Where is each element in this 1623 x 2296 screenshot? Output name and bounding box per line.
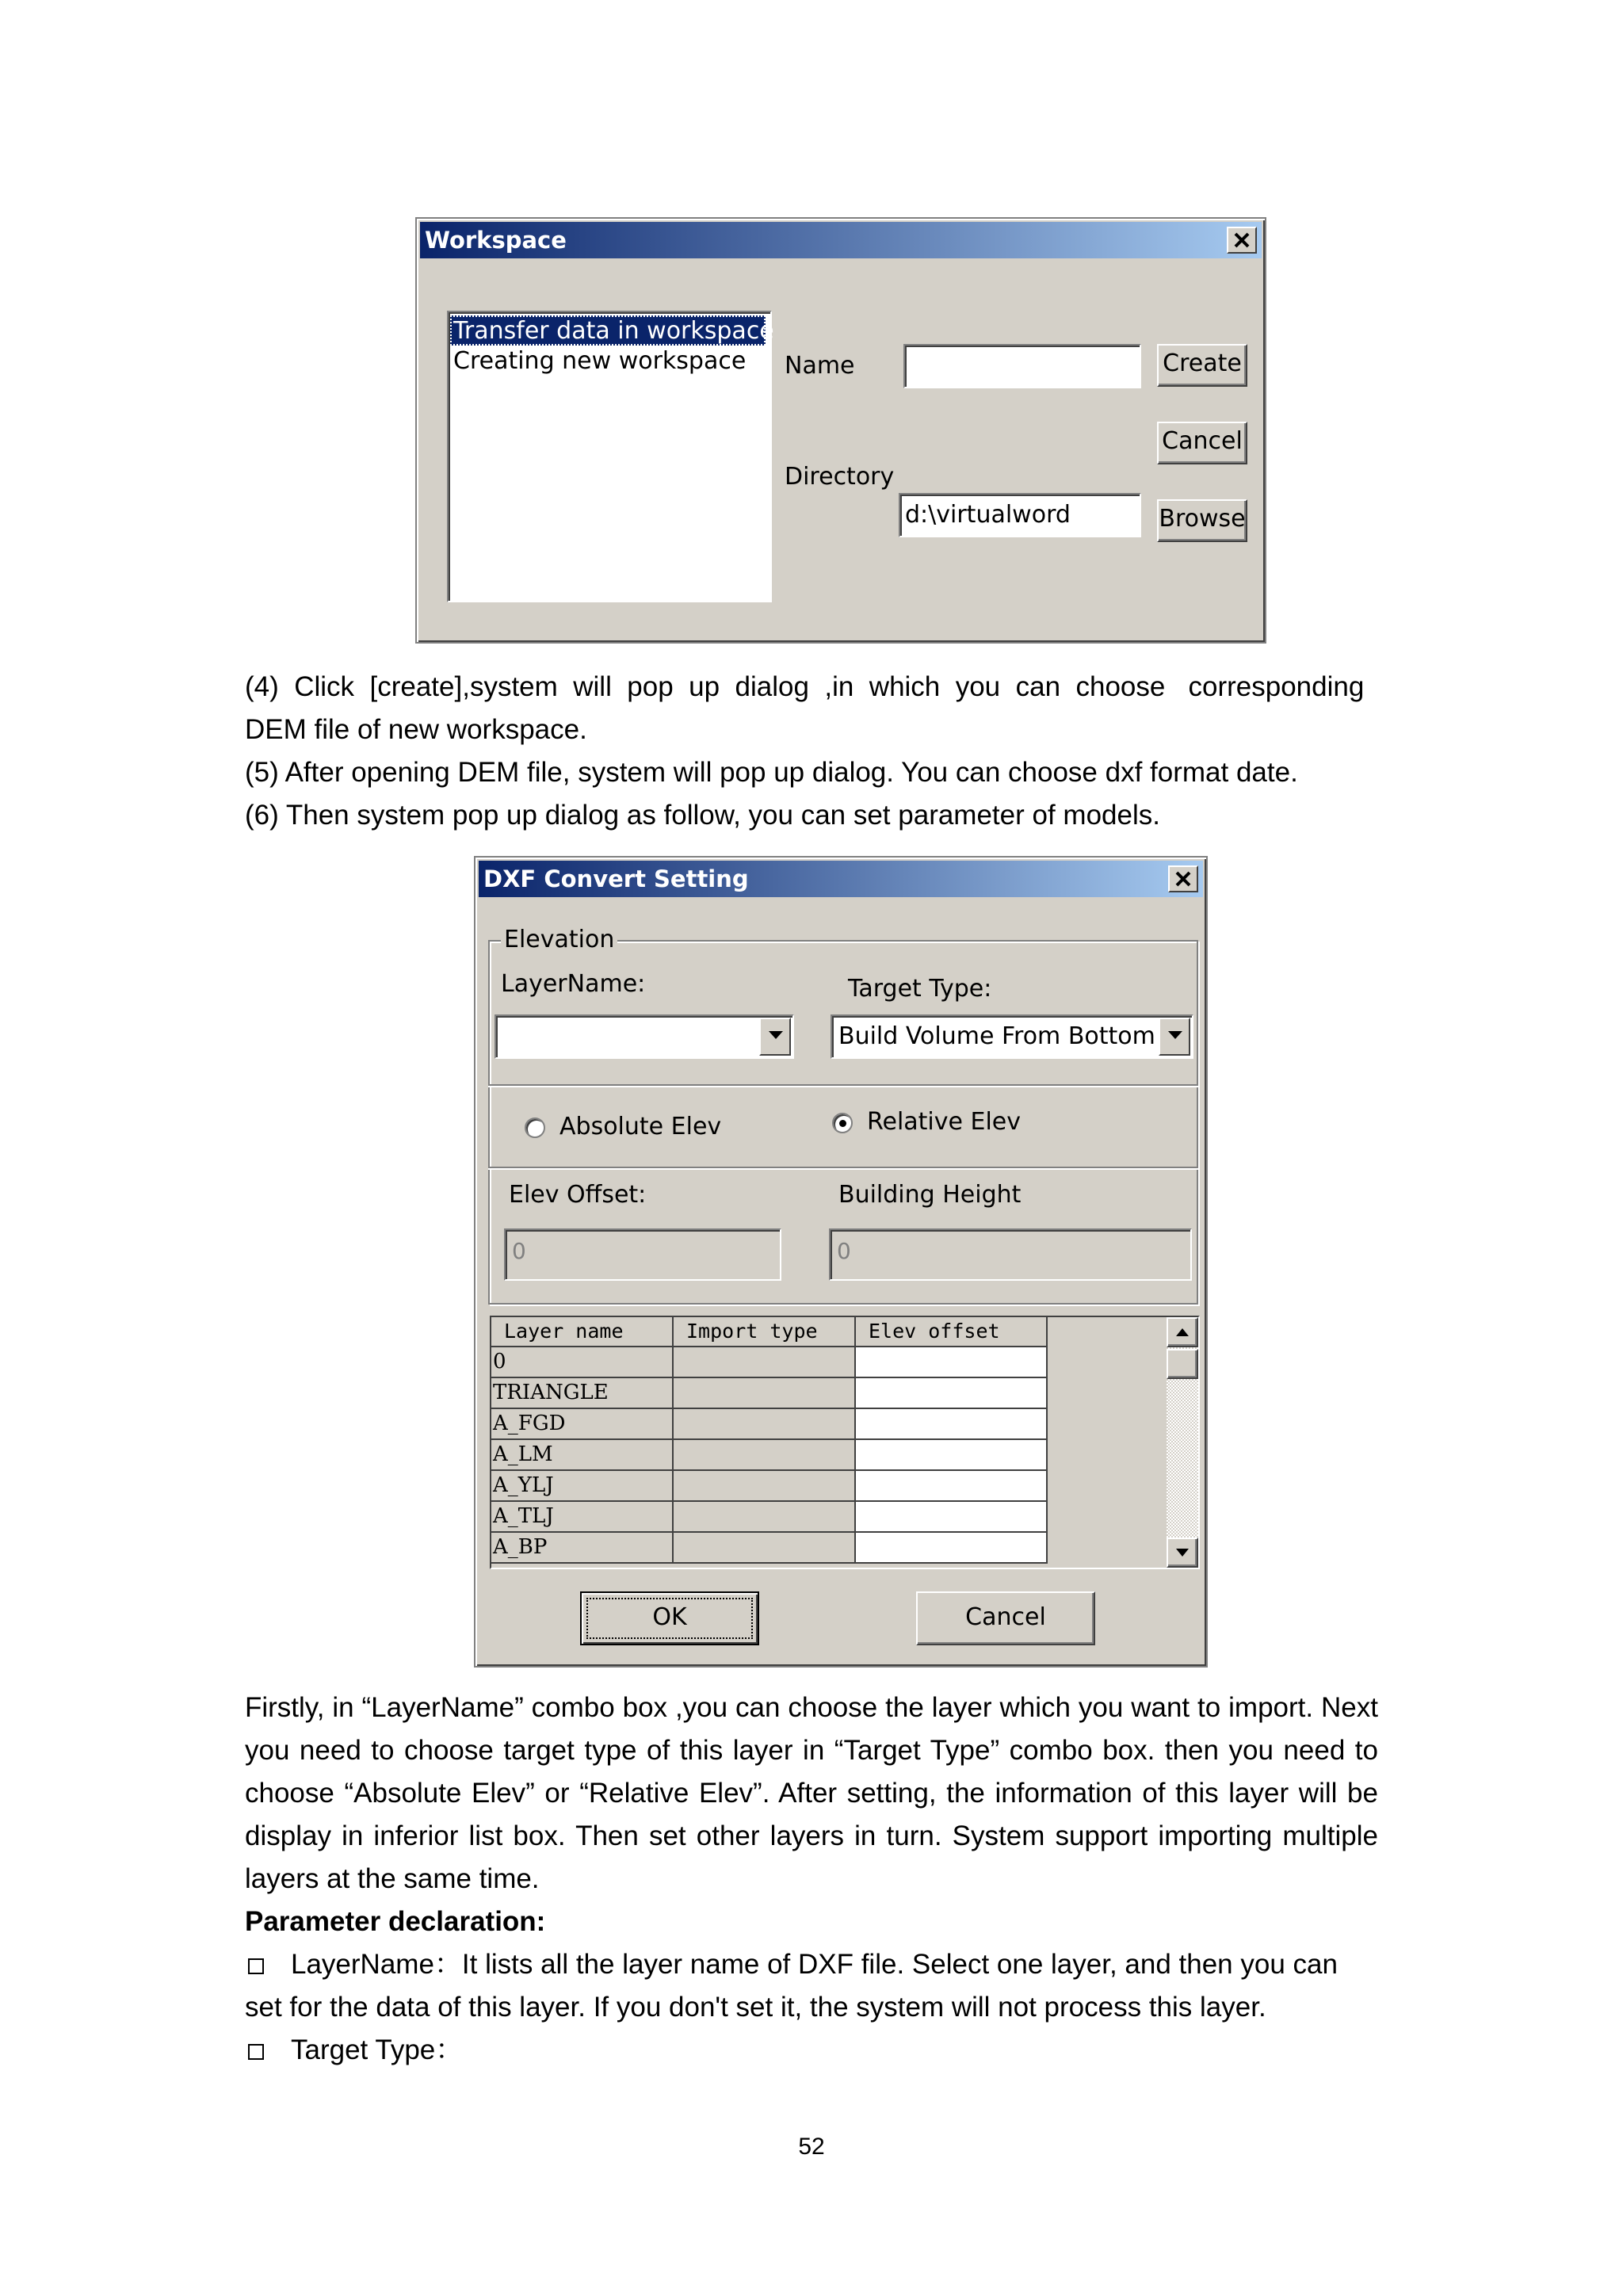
scroll-down-icon[interactable] — [1167, 1538, 1198, 1568]
column-header-layer-name[interactable]: Layer name — [491, 1317, 674, 1347]
elevation-group-label: Elevation — [501, 926, 617, 953]
column-header-elev-offset[interactable]: Elev offset — [856, 1317, 1048, 1347]
directory-label: Directory — [785, 463, 895, 491]
target-type-label: Target Type: — [848, 975, 992, 1003]
bullet-square-icon — [248, 1958, 264, 1974]
vertical-scrollbar[interactable] — [1167, 1317, 1198, 1568]
dxf-titlebar[interactable] — [479, 861, 1203, 897]
target-type-combo[interactable]: Build Volume From Bottom — [831, 1014, 1193, 1059]
divider — [488, 1084, 1198, 1087]
ok-button[interactable] — [580, 1591, 759, 1645]
paragraph-4-line-1: (4) Click [create],system will pop up dialog ,in which you can choose corresponding — [245, 671, 1365, 702]
layer-name-combo[interactable] — [495, 1014, 794, 1059]
name-input[interactable] — [903, 344, 1141, 388]
close-icon[interactable] — [1168, 865, 1198, 892]
cancel-button[interactable]: Cancel — [1157, 422, 1247, 464]
column-header-import-type[interactable]: Import type — [674, 1317, 856, 1347]
cancel-button[interactable]: Cancel — [916, 1591, 1095, 1645]
bullet-square-icon — [248, 2044, 264, 2060]
building-height-label: Building Height — [838, 1181, 1022, 1209]
list-item-create[interactable]: Creating new workspace — [453, 347, 747, 375]
close-icon[interactable] — [1227, 227, 1257, 254]
absolute-elev-label: Absolute Elev — [559, 1113, 722, 1140]
chevron-down-icon[interactable] — [759, 1018, 791, 1056]
workspace-title: Workspace — [425, 227, 567, 254]
scroll-up-icon[interactable] — [1167, 1317, 1198, 1347]
absolute-elev-radio[interactable] — [525, 1117, 545, 1138]
elev-offset-input[interactable]: 0 — [504, 1228, 781, 1281]
workspace-titlebar[interactable] — [420, 222, 1262, 258]
layer-name-label: LayerName: — [501, 970, 646, 998]
paragraph-5: (5) After opening DEM file, system will pop up dialog. You can choose dxf format date. — [245, 757, 1298, 788]
paragraph-6: (6) Then system pop up dialog as follow, you can set parameter of models. — [245, 800, 1160, 831]
workspace-option-list[interactable] — [447, 311, 772, 602]
layer-table[interactable]: Layer name Import type Elev offset 0 TRIANGLE A_FGD A_LM A_YLJ A_TLJ A_BP — [490, 1316, 1200, 1569]
browse-button[interactable]: Browse — [1157, 499, 1247, 542]
bullet-target-type: Target Type： — [245, 2029, 463, 2072]
page-number: 52 — [798, 2134, 825, 2160]
divider — [488, 1167, 1198, 1170]
directory-input[interactable]: d:\virtualword — [899, 493, 1141, 537]
paragraph-4-line-2: DEM file of new workspace. — [245, 714, 587, 745]
building-height-input[interactable]: 0 — [829, 1228, 1192, 1281]
bullet-layername-line-2: set for the data of this layer. If you don't set it, the system will not process this layer. — [245, 1992, 1266, 2023]
workspace-dialog — [415, 217, 1266, 644]
ok-focus-rect: OK — [588, 1599, 751, 1637]
chevron-down-icon[interactable] — [1159, 1018, 1190, 1056]
dxf-title: DXF Convert Setting — [483, 865, 749, 892]
body-paragraph: Firstly, in “LayerName” combo box ,you can choose the layer which you want to import. Next you need to choose target type of this layer in “Target Type” combo box. then you need to choose “Absolute Elev” or “Relative Elev”. After setting, the information of this layer will be display in inferior list box. Then set other layers in turn. System support importing multiple layers at the same time. — [245, 1692, 1378, 1894]
parameter-heading: Parameter declaration: — [245, 1906, 546, 1937]
scroll-thumb[interactable] — [1167, 1349, 1198, 1379]
bullet-layername-line-1: LayerName：It lists all the layer name of DXF file. Select one layer, and then you can — [245, 1943, 1338, 1986]
relative-elev-radio[interactable] — [832, 1113, 853, 1133]
list-item-transfer[interactable]: Transfer data in workspace — [450, 315, 766, 346]
create-button[interactable]: Create — [1157, 344, 1247, 387]
name-label: Name — [785, 352, 855, 380]
relative-elev-label: Relative Elev — [867, 1108, 1022, 1136]
elev-offset-label: Elev Offset: — [509, 1181, 647, 1209]
